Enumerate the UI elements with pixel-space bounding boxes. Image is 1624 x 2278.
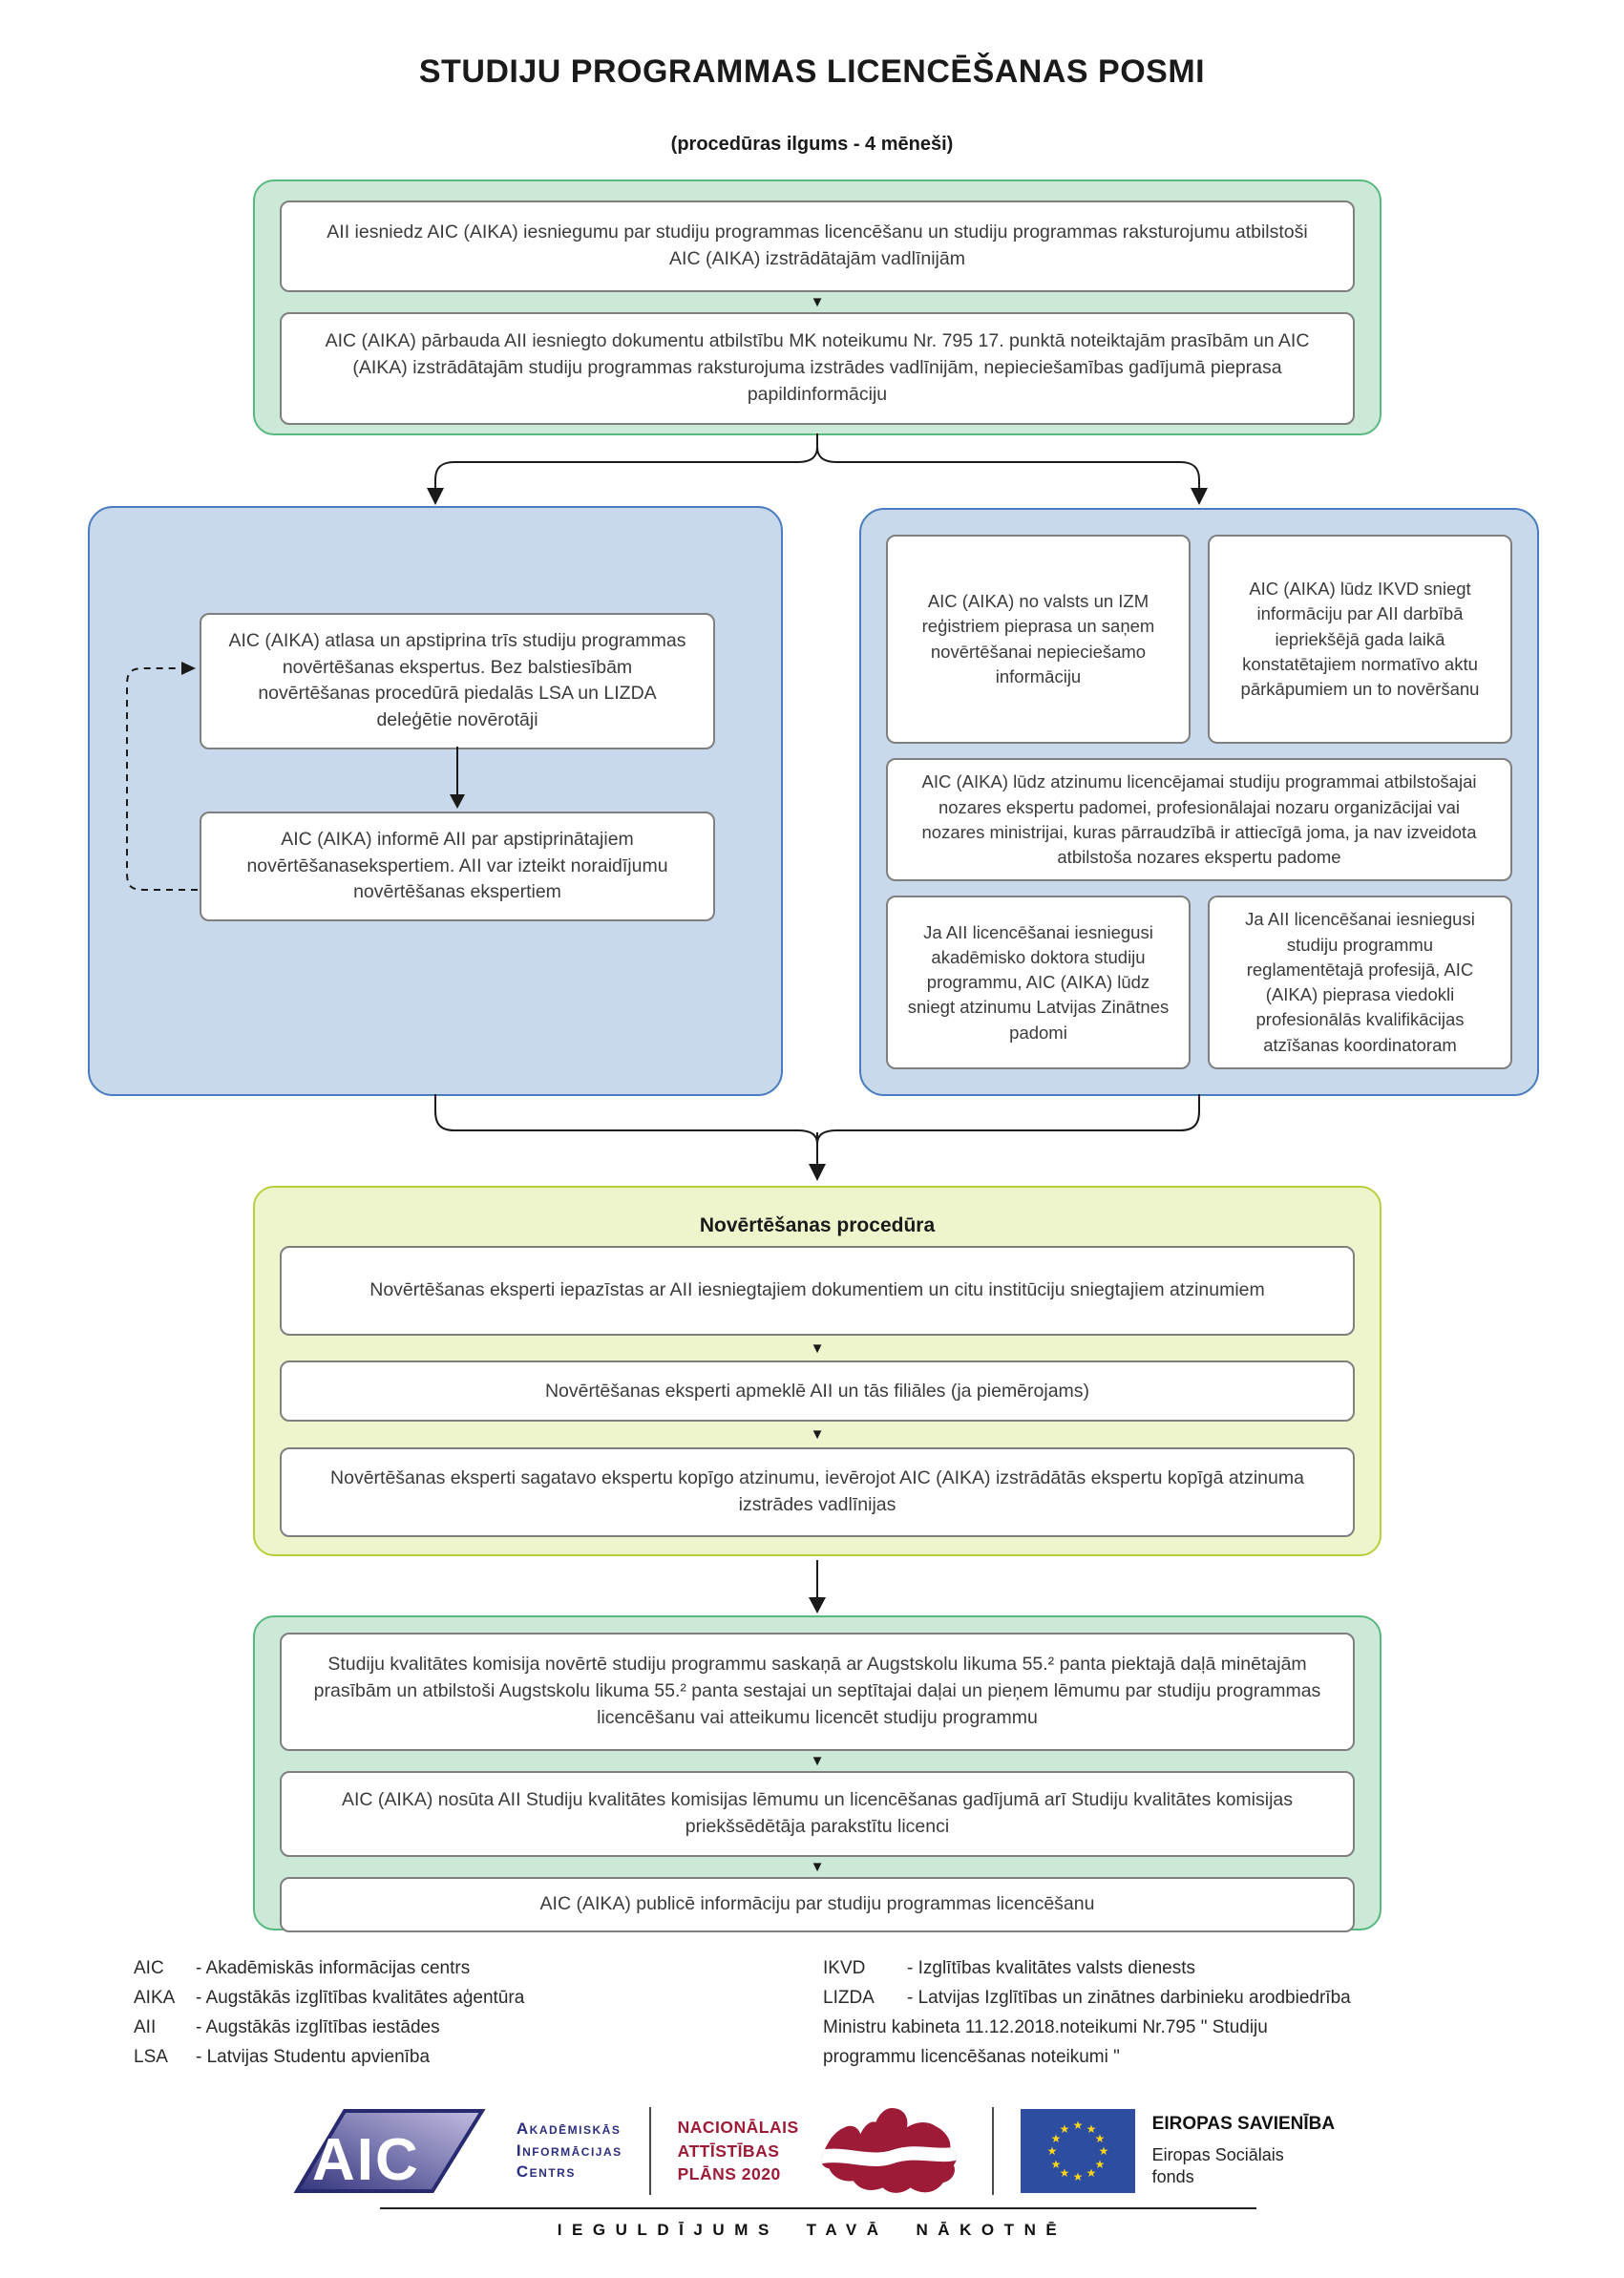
nap2020-text: NACIONĀLAIS ATTĪSTĪBAS PLĀNS 2020 [677,2118,799,2184]
nap2020-logo [678,2101,965,2201]
svg-text:★: ★ [1072,2119,1084,2132]
svg-text:AIC: AIC [311,2127,420,2193]
assessment-box-3: Novērtēšanas eksperti sagatavo ekspertu kopīgo atzinumu, ievērojot AIC (AIKA) izstrādātās ekspertu kopīgā atzinuma izstrādes vadlīnijas [280,1447,1355,1537]
decision-box-3: AIC (AIKA) publicē informāciju par studiju programmas licencēšanu [280,1877,1355,1932]
down-arrow-icon: ▼ [810,1753,825,1769]
svg-text:★: ★ [1059,2166,1070,2180]
footer-logos [0,2099,1624,2204]
feedback-dashed-arrow [127,668,198,890]
legend-left [134,1953,524,2072]
legend-item: AIKA - Augstākās izglītības kvalitātes aģentūra [134,1988,525,2008]
eu-flag-icon [1021,2109,1135,2193]
decision-box-2: AIC (AIKA) nosūta AII Studiju kvalitātes komisijas lēmumu un licencēšanas gadījumā arī Studiju kvalitātes komisijas priekšsēdētāja parakstītu licenci [280,1771,1355,1857]
svg-text:★: ★ [1094,2158,1106,2171]
submission-box-2: AIC (AIKA) pārbauda AII iesniegto dokumentu atbilstību MK noteikumu Nr. 795 17. punktā noteiktajām prasībām un AIC (AIKA) izstrādātajām studiju programmas raksturojuma izstrādes vadlīnijām, nepieciešamības gadījumā pieprasa papildinformāciju [280,312,1355,425]
submission-panel [253,179,1381,435]
page-title: STUDIJU PROGRAMMAS LICENCĒŠANAS POSMI [418,53,1206,90]
info-box-doctoral: Ja AII licencēšanai iesniegusi akadēmisko doktora studiju programmu, AIC (AIKA) lūdz sniegt atzinumu Latvijas Zinātnes padomi [886,896,1191,1069]
split-arrow [253,433,1381,508]
svg-text:★: ★ [1086,2122,1097,2136]
assessment-panel [253,1186,1381,1556]
converge-arrow [253,1094,1381,1186]
experts-panel [88,506,783,1096]
divider [992,2107,994,2195]
legend-right [823,1953,1351,2072]
info-box-sector-opinion: AIC (AIKA) lūdz atzinumu licencējamai studiju programmai atbilstošajai nozares ekspertu padomei, profesionālajai nozaru organizācijai vai nozares ministrijai, kuras pārraudzībā ir attiecīgā joma, ja nav izveidota atbilstoša nozares ekspertu padome [886,758,1512,881]
decision-panel [253,1615,1381,1930]
svg-text:★: ★ [1050,2158,1062,2171]
legend-item: LIZDA - Latvijas Izglītības un zinātnes darbinieku arodbiedrība [823,1988,1351,2008]
footer-slogan: IEGULDĪJUMS TAVĀ NĀKOTNĒ [557,2221,1067,2239]
legend-item: AIC - Akadēmiskās informācijas centrs [134,1958,471,1978]
down-arrow-icon: ▼ [810,294,825,310]
legend-item: IKVD - Izglītības kvalitātes valsts dienests [823,1958,1196,1978]
assessment-box-2: Novērtēšanas eksperti apmeklē AII un tās filiāles (ja piemērojams) [280,1360,1355,1422]
down-arrow-icon: ▼ [810,1339,825,1357]
footer-rule [380,2207,1256,2209]
assessment-box-1: Novērtēšanas eksperti iepazīstas ar AII iesniegtajiem dokumentiem un citu institūciju sniegtajiem atzinumiem [280,1246,1355,1336]
legend-note-line: Ministru kabineta 11.12.2018.noteikumi Nr.795 " Studiju [823,2017,1268,2037]
down-arrow-icon: ▼ [810,1859,825,1875]
assessment-title: Novērtēšanas procedūra [699,1214,936,1236]
svg-text:★: ★ [1098,2144,1109,2158]
page-subtitle: (procedūras ilgums - 4 mēneši) [670,134,954,155]
submission-box-1: AII iesniedz AIC (AIKA) iesniegumu par studiju programmas licencēšanu un studiju programmas raksturojumu atbilstoši AIC (AIKA) izstrādātajām vadlīnijām [280,200,1355,292]
experts-box-2: AIC (AIKA) informē AII par apstiprinātajiem novērtēšanasekspertiem. AII var izteikt noraidījumu novērtēšanas ekspertiem [200,812,715,921]
experts-arrows [90,508,785,1098]
aic-logo-icon [289,2105,490,2197]
svg-text:★: ★ [1072,2170,1084,2183]
svg-text:★: ★ [1050,2132,1062,2145]
eu-logo-block [1021,2109,1335,2193]
divider [649,2107,651,2195]
svg-text:★: ★ [1046,2144,1058,2158]
svg-text:★: ★ [1086,2166,1097,2180]
info-box-registers: AIC (AIKA) no valsts un IZM reģistriem pieprasa un saņem novērtēšanai nepieciešamo informāciju [886,535,1191,744]
svg-text:★: ★ [1059,2122,1070,2136]
info-box-ikvd: AIC (AIKA) lūdz IKVD sniegt informāciju par AII darbībā iepriekšējā gada laikā konstatētajiem normatīvo aktu pārkāpumiem un to novēršanu [1208,535,1512,744]
eu-logo-text: EIROPAS SAVIENĪBA Eiropas Sociālais fonds [1151,2113,1336,2186]
legend-item: AII - Augstākās izglītības iestādes [134,2017,440,2037]
experts-box-1: AIC (AIKA) atlasa un apstiprina trīs studiju programmas novērtēšanas ekspertus. Bez balstiesībām novērtēšanas procedūrā piedalās LSA un LIZDA deleģētie novērotāji [200,613,715,749]
aic-logo-text: Akadēmiskās Informācijas Centrs [516,2119,622,2182]
information-panel [859,508,1539,1096]
latvia-map-icon [812,2101,965,2201]
down-arrow-icon: ▼ [810,1426,825,1444]
svg-text:★: ★ [1094,2132,1106,2145]
info-box-regulated-profession: Ja AII licencēšanai iesniegusi studiju programmu reglamentētajā profesijā, AIC (AIKA) pieprasa viedokli profesionālās kvalifikācijas atzīšanas koordinatoram [1208,896,1512,1069]
middle-arrow [783,1560,852,1615]
legend-note-line: programmu licencēšanas noteikumi " [823,2047,1120,2067]
legend-item: LSA - Latvijas Studentu apvienība [134,2047,431,2067]
decision-box-1: Studiju kvalitātes komisija novērtē studiju programmu saskaņā ar Augstskolu likuma 55.² panta piektajā daļā minētajām prasībām un atbilstoši Augstskolu likuma 55.² panta sestajai un septītajai daļai un pieņem lēmumu par studiju programmas licencēšanu vai atteikumu licencēt studiju programmu [280,1633,1355,1751]
